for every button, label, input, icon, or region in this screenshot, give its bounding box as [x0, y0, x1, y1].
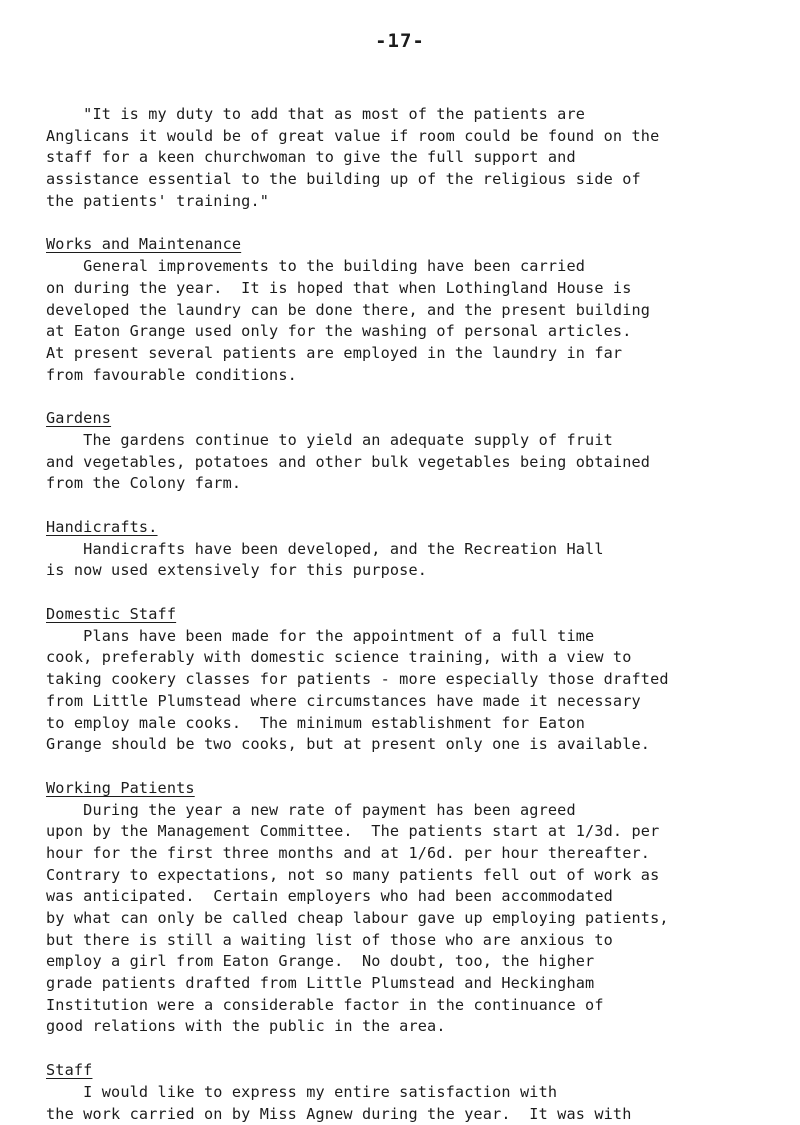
text-line: the patients' training." [46, 191, 776, 213]
section-heading: Domestic Staff [46, 604, 776, 626]
section-domestic-staff [46, 604, 776, 756]
text-line: from favourable conditions. [46, 365, 776, 387]
section-works-maintenance [46, 234, 776, 386]
text-line: upon by the Management Committee. The patients start at 1/3d. per [46, 821, 776, 843]
text-line: staff for a keen churchwoman to give the full support and [46, 147, 776, 169]
text-line: on during the year. It is hoped that when Lothingland House is [46, 278, 776, 300]
text-line: employ a girl from Eaton Grange. No doubt, too, the higher [46, 951, 776, 973]
text-line: Contrary to expectations, not so many patients fell out of work as [46, 865, 776, 887]
section-heading: Works and Maintenance [46, 234, 776, 256]
text-line: was anticipated. Certain employers who had been accommodated [46, 886, 776, 908]
document-body [46, 104, 776, 1125]
text-line: and vegetables, potatoes and other bulk vegetables being obtained [46, 452, 776, 474]
text-line: the work carried on by Miss Agnew during the year. It was with [46, 1104, 776, 1125]
text-line: Grange should be two cooks, but at present only one is available. [46, 734, 776, 756]
text-line: Institution were a considerable factor in the continuance of [46, 995, 776, 1017]
section-heading: Staff [46, 1060, 776, 1082]
section-heading: Gardens [46, 408, 776, 430]
section-heading: Handicrafts. [46, 517, 776, 539]
section-gardens [46, 408, 776, 495]
text-line: cook, preferably with domestic science training, with a view to [46, 647, 776, 669]
text-line: but there is still a waiting list of those who are anxious to [46, 930, 776, 952]
text-line: I would like to express my entire satisfaction with [46, 1082, 776, 1104]
text-line: by what can only be called cheap labour gave up employing patients, [46, 908, 776, 930]
section-working-patients [46, 778, 776, 1038]
text-line: "It is my duty to add that as most of the patients are [46, 104, 776, 126]
quote-paragraph [46, 104, 776, 212]
text-line: developed the laundry can be done there, and the present building [46, 300, 776, 322]
text-line: from the Colony farm. [46, 473, 776, 495]
text-line: The gardens continue to yield an adequate supply of fruit [46, 430, 776, 452]
text-line: good relations with the public in the area. [46, 1016, 776, 1038]
text-line: from Little Plumstead where circumstances have made it necessary [46, 691, 776, 713]
page-number: -17- [0, 30, 800, 52]
text-line: At present several patients are employed in the laundry in far [46, 343, 776, 365]
text-line: hour for the first three months and at 1/6d. per hour thereafter. [46, 843, 776, 865]
text-line: grade patients drafted from Little Plumstead and Heckingham [46, 973, 776, 995]
text-line: assistance essential to the building up of the religious side of [46, 169, 776, 191]
text-line: at Eaton Grange used only for the washing of personal articles. [46, 321, 776, 343]
text-line: During the year a new rate of payment has been agreed [46, 800, 776, 822]
text-line: Handicrafts have been developed, and the Recreation Hall [46, 539, 776, 561]
section-staff [46, 1060, 776, 1125]
text-line: taking cookery classes for patients - more especially those drafted [46, 669, 776, 691]
text-line: Plans have been made for the appointment of a full time [46, 626, 776, 648]
section-handicrafts [46, 517, 776, 582]
text-line: Anglicans it would be of great value if room could be found on the [46, 126, 776, 148]
text-line: to employ male cooks. The minimum establishment for Eaton [46, 713, 776, 735]
section-heading: Working Patients [46, 778, 776, 800]
text-line: General improvements to the building have been carried [46, 256, 776, 278]
text-line: is now used extensively for this purpose. [46, 560, 776, 582]
